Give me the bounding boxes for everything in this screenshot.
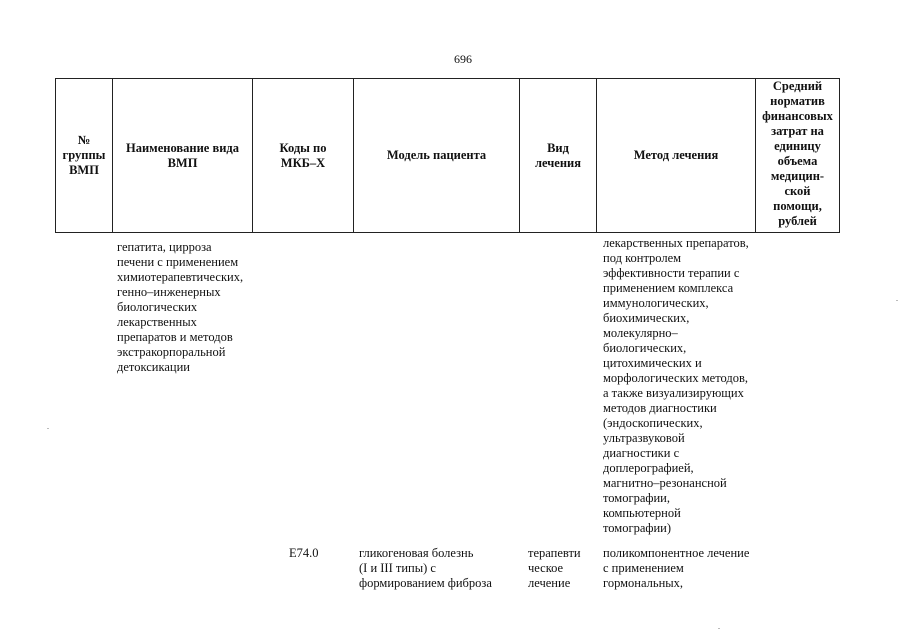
header-vmp-name: [113, 79, 253, 233]
header-avg-cost-label: Средний норматив финансовых затрат на единицу объема медицин- ской помощи, рублей: [762, 79, 833, 228]
row1-treatment-method: лекарственных препаратов, под контролем эффективности терапии с применением комплекса иммунологических, биохимических, молекулярно– биологических, цитохимических и морфологических методов, а также визуализирующих методов диагностики (эндоскопических, ультразвуковой диагностики с доплерографией, магнитно–резонансной томографии, компьютерной томографии): [603, 236, 749, 535]
row2-treatment-type: терапевти ческое лечение: [528, 546, 581, 590]
row2-icd-code: E74.0: [289, 546, 319, 560]
scan-speck: [718, 628, 720, 629]
header-treatment-type-label: Вид лечения: [534, 140, 581, 170]
header-group-no-label: № группы ВМП: [62, 133, 106, 177]
header-treatment-method-label: Метод лечения: [633, 148, 719, 162]
header-treatment-method: [597, 79, 756, 233]
row2-treatment-method: поликомпонентное лечение с применением гормональных,: [603, 546, 750, 590]
row1-vmp-name: гепатита, цирроза печени с применением химиотерапевтических, генно–инженерных биологических лекарственных препаратов и методов экстракорпоральной детоксикации: [117, 240, 244, 374]
header-icd-codes: [253, 79, 354, 233]
row2-patient-model: гликогеновая болезнь (I и III типы) с формированием фиброза: [359, 546, 492, 590]
page-number: 696: [454, 52, 472, 66]
scan-speck: [47, 428, 49, 429]
header-avg-cost: [756, 79, 840, 233]
header-vmp-name-label: Наименование вида ВМП: [126, 140, 239, 170]
scan-speck: [896, 300, 898, 301]
header-patient-model-label: Модель пациента: [386, 148, 487, 162]
header-patient-model: [354, 79, 520, 233]
header-treatment-type: [520, 79, 597, 233]
header-icd-codes-label: Коды по МКБ–Х: [279, 140, 327, 170]
table-header: [55, 78, 840, 233]
header-group-no: [56, 79, 113, 233]
